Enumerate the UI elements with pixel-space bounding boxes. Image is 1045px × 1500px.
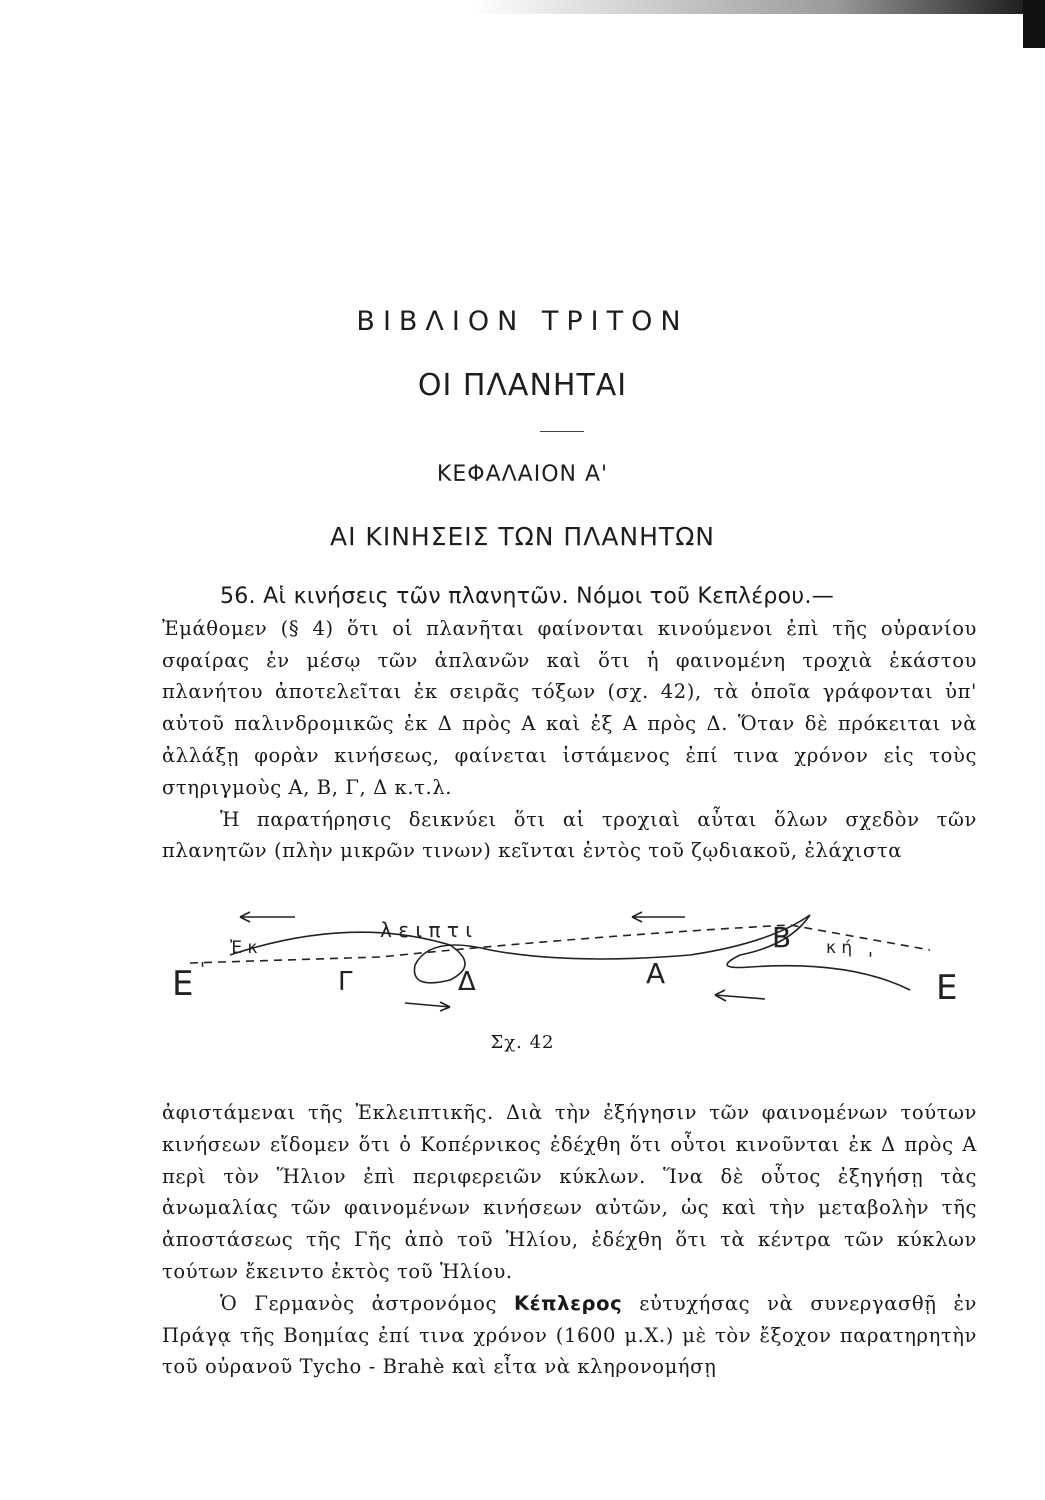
chapter-title: ΑΙ ΚΙΝΗΣΕΙΣ ΤΩΝ ΠΛΑΝΗΤΩΝ: [330, 522, 715, 551]
section-56-lower: [162, 1097, 977, 1383]
label-east-left: Ε: [172, 964, 194, 1004]
figure-caption: Σχ. 42: [490, 1032, 555, 1053]
part-title: ΟΙ ΠΛΑΝΗΤΑΙ: [417, 368, 628, 403]
label-point-G: Γ: [338, 967, 353, 997]
arrow-right-bottom: [405, 1002, 450, 1011]
paragraph-2: Ἡ παρατήρησις δεικνύει ὅτι αἱ τροχιαὶ αὗται ὅλων σχεδὸν τῶν πλανητῶν (πλὴν μικρῶν τινων) κεῖνται ἐντὸς τοῦ ζῳδιακοῦ, ἐλάχιστα: [162, 807, 977, 863]
label-ecliptic-right: κ ή: [826, 938, 853, 958]
arrow-left-right: [632, 912, 685, 922]
section-heading: 56. Αἱ κινήσεις τῶν πλανητῶν. Νόμοι τοῦ Κεπλέρου.—: [220, 584, 835, 609]
scan-corner-shadow: [1023, 0, 1045, 48]
paragraph-4-start: Ὁ Γερμανὸς ἀστρονόμος: [220, 1291, 514, 1315]
paragraph-3: ἀφιστάμεναι τῆς Ἐκλειπτικῆς. Διὰ τὴν ἐξήγησιν τῶν φαινομένων τούτων κινήσεων εἴδομεν ὅτι ὁ Κοπέρνικος ἐδέχθη ὅτι οὗτοι κινοῦνται ἐκ Δ πρὸς Α περὶ τὸν Ἥλιον ἐπὶ περιφερειῶν κύκλων. Ἵνα δὲ οὗτος ἐξηγήσῃ τὰς ἀνωμαλίας τῶν φαινομένων κινήσεων αὐτῶν, ὡς καὶ τὴν μεταβολὴν τῆς ἀποστάσεως τῆς Γῆς ἀπὸ τοῦ Ἡλίου, ἐδέχθη ὅτι τὰ κέντρα τῶν κύκλων τούτων ἔκειντο ἐκτὸς τοῦ Ἡλίου.: [162, 1101, 977, 1283]
section-heading-line: [162, 581, 977, 613]
title-divider: [540, 431, 584, 432]
planet-path-diagram: [150, 895, 980, 1015]
figure-42: [150, 895, 980, 1015]
arrow-left-bottom: [715, 990, 765, 1001]
label-ecliptic-top: λ ε ι π τ ι: [380, 918, 473, 942]
paragraph-1: Ἐμάθομεν (§ 4) ὅτι οἱ πλανῆται φαίνονται κινούμενοι ἐπὶ τῆς οὐρανίου σφαίρας ἐν μέσῳ τῶν ἀπλανῶν καὶ ὅτι ἡ φαινομένη τροχιὰ ἑκάστου πλανήτου ἀποτελεῖται ἐκ σειρᾶς τόξων (σχ. 42), τὰ ὁποῖα γράφονται ὑπ' αὐτοῦ παλινδρομικῶς ἐκ Δ πρὸς Α καὶ ἐξ Α πρὸς Δ. Ὅταν δὲ πρόκειται νὰ ἀλλάξῃ φορὰν κινήσεως, φαίνεται ἱστάμενος ἐπί τινα χρόνον εἰς τοὺς στηριγμοὺς Α, Β, Γ, Δ κ.τ.λ.: [162, 616, 977, 799]
label-prime-right: ': [868, 949, 873, 970]
label-point-A: Α: [646, 957, 666, 990]
paragraph-4-rest: εὐτυχήσας νὰ συνεργασθῇ ἐν Πράγᾳ τῆς Βοημίας ἐπί τινα χρόνον (1600 μ.Χ.) μὲ τὸν ἔξοχον παρατηρητὴν τοῦ οὐρανοῦ Tycho - Brahè καὶ εἶτα νὰ κληρονομήσῃ: [162, 1291, 977, 1379]
label-point-D: Δ: [458, 967, 476, 997]
kepler-name: Κέπλερος: [513, 1291, 623, 1315]
label-east-right: Ε: [936, 968, 958, 1008]
label-prime-left: ': [200, 959, 205, 980]
section-56-upper: [162, 581, 977, 867]
label-ecliptic-left: Ἐ κ: [230, 938, 258, 958]
chapter-label: ΚΕΦΑΛΑΙΟΝ Α': [436, 462, 609, 487]
arrow-left-top: [240, 912, 295, 922]
label-point-B: Β: [772, 921, 792, 954]
book-heading: ΒΙΒΛΙΟΝ ΤΡΙΤΟΝ: [356, 306, 689, 337]
paragraph-4: [162, 1288, 977, 1383]
planet-path: [230, 915, 910, 990]
scan-top-edge: [0, 0, 1045, 14]
